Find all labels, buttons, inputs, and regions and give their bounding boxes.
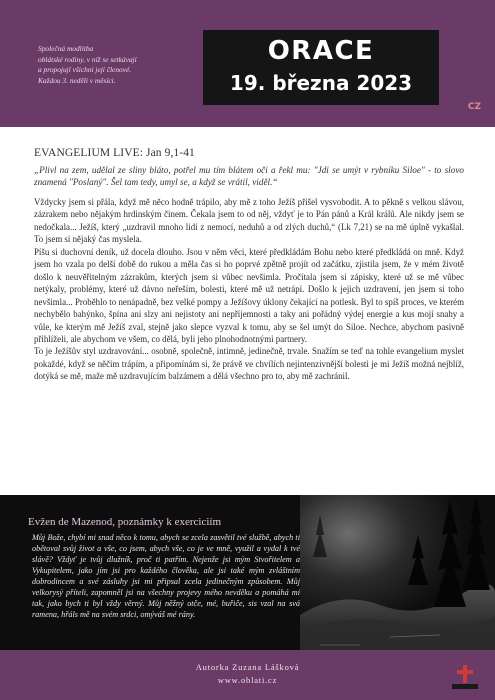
oblati-logo-icon [452, 663, 478, 689]
header-band [0, 0, 495, 127]
intro-line-3: a propojují všichni její členové. [38, 65, 132, 75]
title-box [203, 30, 439, 105]
intro-line-2: oblátské rodiny, v níž se setkávají [38, 54, 137, 64]
gospel-quote: „Plivl na zem, udělal ze sliny bláto, potřel mu tím blátem oči a řekl mu: "Jdi se umýt v rybníku Siloe" - to slovo znamená "Poslaný". Šel tam tedy, umyl se, a když se vrátil, viděl.“ [34, 165, 464, 187]
intro-line-4: Každou 3. neděli v měsíci. [38, 75, 116, 85]
reflection-paragraph: To je Ježíšův styl uzdravování... osobně, společně, intimně, jedinečně, trvale. Snažím se teď na tohle evangelium myslet pokaždé, když se něčím trápím, a připomínám si, že právě ve chvílích nejintenzivnější bolesti je mi Ježíš možná nejblíž, dotýká se mě, maže mě uzdravujícím balzámem a dělá všechno pro to, aby mě zachránil. [34, 346, 464, 382]
intro-line-1: Společná modlitba [38, 44, 94, 53]
gospel-section [34, 147, 464, 383]
footer-website-link[interactable]: www.oblati.cz [217, 675, 278, 685]
footer-author: Autorka Zuzana Lášková [195, 662, 300, 672]
mazenod-heading: Evžen de Mazenod, poznámky k exerciciím [28, 516, 222, 528]
reflection-paragraph: Vždycky jsem si přála, když mě něco hodně trápilo, aby mě z toho Ježíš přišel vysvobodit. A to pěkně s velkou slávou, zázrakem nebo nějakým hrdinským činem. Čekala jsem to od něj, vždyť je to Pán pánů a Král králů. Ale nikdy jsem se nedočkala... Ježíš, který „uzdravil mnoho lidí z nemocí, neduhů a od zlých duchů,“ (Lk 7,21) se na mě úplně vykašlal. To jsem si nějaký čas myslela. [34, 197, 464, 245]
mazenod-section [0, 495, 495, 700]
winter-forest-photo [300, 495, 495, 650]
header-intro [38, 44, 178, 86]
page-title: ORACE [267, 36, 375, 66]
mazenod-quote: Můj Bože, chybí mi snad něco k tomu, abych se zcela zasvětil tvé službě, abych ti obětoval svůj život a vše, co jsem, abych vše, co je ve mně, využil a vydal k tvé slávě? Vždyť je tvůj dlužník, proč ti patřím. Nejenže jsi mým Stvořitelem a Vykupitelem, jako jím jsi pro každého člověka, ale jsi také mým zvláštním dobrodincem a své zásluhy jsi mi připsal zcela jedinečným způsobem. Můj velkorysý příteli, zapomněl jsi na všechny projevy mého nevděku a pomáhá mi tak, jako bych ti byl vždy věrný. Můj něžný otče, mé, buřiče, sis vzal na svá ramena, hřáls mě na svém srdci, omýváš mé rány. [32, 533, 300, 619]
winter-forest-image [300, 495, 495, 650]
page-date: 19. března 2023 [229, 71, 413, 95]
gospel-heading: EVANGELIUM LIVE: Jan 9,1-41 [34, 147, 195, 159]
language-badge: CZ [467, 102, 481, 112]
reflection-paragraph: Píšu si duchovní deník, už docela dlouho. Jsou v něm věci, které předkládám Bohu nebo které předkládá on mně. Když jsem ho vzala po delší době do rukou a měla čas si ho poprvé zpětně projít od začátku, zjistila jsem, že v mém životě došlo k neuvěřitelným zázrakům, kterých jsem si vůbec nevšimla. Pročítala jsem si zápisky, které už se mě vůbec netýkaly, problémy, které už dávno neřeším, bolesti, které mě už netrápí. Došlo k jejich uzdravení, jen jsem si toho nevšimla... Proběhlo to nenápadně, bez velké pompy a Ježíšovy úklony čekající na potlesk. Byl to spíš proces, ve kterém nechybělo bahýnko, špína ani slzy ani nejistoty ani nepříjemnosti a taky ani pořádný výdej energie a kus mojí snahy a vůle, ke kterým mě Ježíš zval, stejně jako slepce vyzval k tomu, aby se šel umýt do Siloe. Nechce, abychom pasivně přihlíželi, ale abychom ve všem, co dělá, byli jeho plnohodnotnými partnery. [34, 246, 464, 344]
